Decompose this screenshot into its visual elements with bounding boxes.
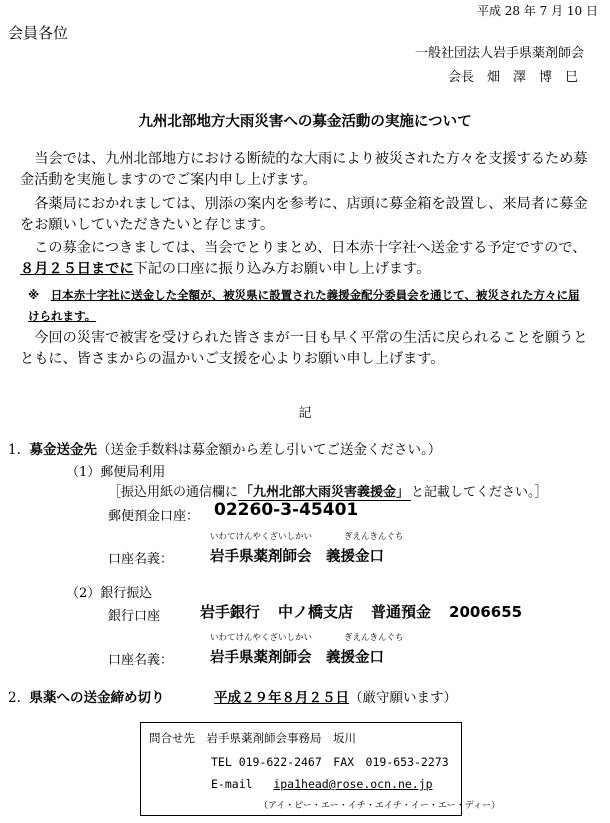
section-1-note: （送金手数料は募金額から差し引いてご送金ください。） — [96, 442, 442, 458]
note-mark: ※ — [28, 288, 40, 302]
final-deadline: 平成２９年８月２５日 — [214, 690, 349, 706]
bank-name-value: 岩手県薬剤師会 義援金口 — [210, 650, 384, 666]
bank-account-number: 2006655 — [449, 603, 523, 621]
bank-account-label: 銀行口座 — [108, 609, 161, 624]
contact-email-line — [211, 777, 433, 791]
postal-account-label: 郵便預金口座： — [108, 509, 200, 524]
paragraph-2-text: 各薬局におかれましては、別添の案内を参考に、店頭に募金箱を設置し、来局者に募金をお願いしていただきたいと存じます。 — [20, 196, 588, 233]
postal-instruction-a: ［振込用紙の通信欄に — [108, 485, 239, 500]
section-2-number: 2. — [8, 690, 21, 706]
president-name: 会長 畑 澤 博 巳 — [448, 70, 579, 85]
postal-account-number: 02260-3-45401 — [214, 500, 359, 520]
bank-subheading: （2）銀行振込 — [66, 586, 153, 601]
section-2-title: 県薬への送金締め切り — [29, 690, 165, 706]
ki-heading: 記 — [298, 406, 312, 421]
postal-name-label: 口座名義： — [108, 552, 174, 567]
contact-box — [140, 722, 501, 816]
section-1-title: 募金送金先 — [29, 442, 97, 458]
paragraph-3-text-a: この募金につきましては、当会でとりまとめ、日本赤十字社へ送金する予定ですので、 — [34, 240, 587, 256]
red-cross-note — [28, 285, 588, 327]
postal-memo-text: 「九州北部大雨災害義援金」 — [238, 481, 411, 501]
paragraph-4-text: 今回の災害で被害を受けられた皆さまが一日も早く平常の生活に戻られることを願うとともに、皆さまからの温かいご支援を心よりお願い申し上げます。 — [20, 330, 588, 367]
document-title: 九州北部地方大雨災害への募金活動の実施について — [138, 114, 472, 130]
postal-instruction — [108, 481, 548, 501]
postal-ruby-a: いわてけんやくざいしかい — [210, 532, 313, 542]
addressee: 会員各位 — [8, 24, 69, 42]
paragraph-1-text: 当会では、九州北部地方における断続的な大雨により被災された方々を支援するため募金活動を実施しますのでご案内申し上げます。 — [20, 151, 588, 188]
contact-person: 問合せ先 岩手県薬剤師会事務局 坂川 — [149, 731, 356, 745]
paragraph-1 — [20, 149, 595, 191]
email-label: E-mail — [211, 777, 253, 791]
paragraph-3 — [20, 238, 595, 280]
paragraph-3-text-b: 下記の口座に振り込み方お願い申し上げます。 — [133, 261, 431, 277]
section-2-heading — [8, 686, 164, 706]
section-2-deadline — [214, 686, 457, 706]
bank-account-details — [200, 601, 540, 622]
bank-ruby-b: ぎえんきんぐち — [344, 633, 404, 643]
deadline-note: （厳守願います） — [349, 690, 457, 706]
bank-branch: 中ノ橋支店 — [278, 603, 354, 621]
postal-name-value: 岩手県薬剤師会 義援金口 — [210, 549, 384, 565]
email-address[interactable]: ipa1head@rose.ocn.ne.jp — [273, 777, 433, 791]
postal-instruction-b: と記載してください。］ — [411, 485, 548, 500]
bank-ruby-a: いわてけんやくざいしかい — [210, 633, 313, 643]
section-1-heading — [8, 438, 441, 458]
paragraph-2 — [20, 194, 595, 236]
section-1-number: 1. — [8, 442, 21, 458]
postal-subheading: （1）郵便局利用 — [66, 465, 166, 480]
bank-name: 岩手銀行 — [200, 603, 261, 621]
bank-name-label: 口座名義： — [108, 653, 174, 668]
note-text: 日本赤十字社に送金した全額が、被災県に設置された義援金配分委員会を通じて、被災された方々に届けられます。 — [28, 288, 580, 323]
bank-account-type: 普通預金 — [371, 603, 432, 621]
paragraph-4 — [20, 328, 595, 370]
postal-ruby-b: ぎえんきんぐち — [344, 532, 404, 542]
email-reading: （アイ・ピー・エー・イチ・エイチ・イー・エー・ディー） — [259, 801, 501, 811]
deadline-emphasis: ８月２５日までに — [20, 261, 134, 277]
contact-phone-fax: TEL 019-622-2467 FAX 019-653-2273 — [211, 755, 449, 769]
organization-name: 一般社団法人岩手県薬剤師会 — [414, 46, 584, 61]
document-date: 平成 28 年 7 月 10 日 — [476, 4, 598, 18]
